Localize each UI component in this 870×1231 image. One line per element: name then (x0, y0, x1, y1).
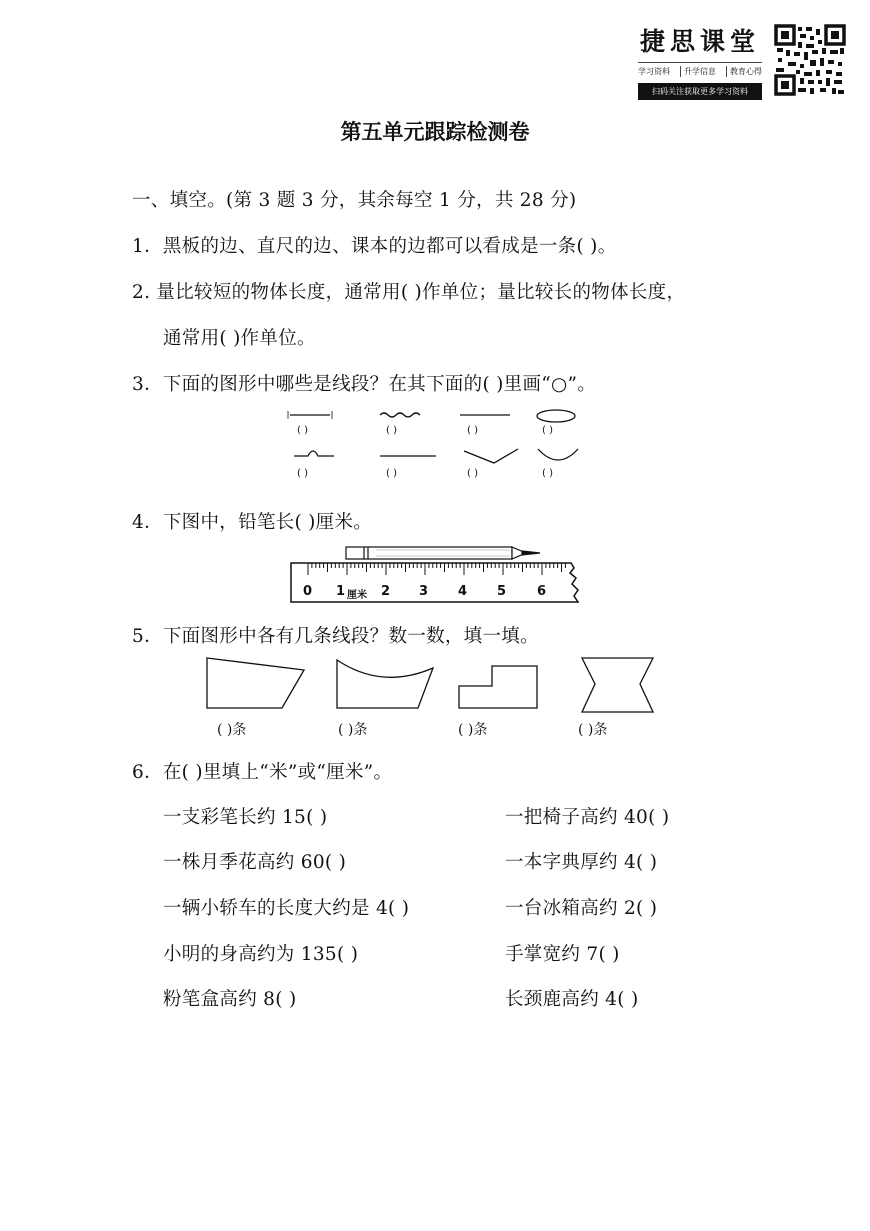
curved-shape (337, 660, 433, 708)
brand-banner: 扫码关注获取更多学习资料 (638, 83, 762, 100)
fill-item: 一株月季花高约 60( ) (163, 852, 347, 873)
ruler-label-6: 6 (537, 584, 547, 599)
ruler-label-4: 4 (458, 584, 468, 599)
ruler-unit: 厘米 (347, 590, 367, 601)
answer-paren[interactable]: ( ) (386, 425, 397, 436)
shape-answer[interactable]: ( )条 (458, 722, 488, 738)
answer-paren[interactable]: ( ) (542, 425, 553, 436)
shape-figures-svg (200, 654, 670, 714)
answer-paren[interactable]: ( ) (297, 468, 308, 479)
brand-tag: 教育心得 (726, 66, 762, 77)
answer-paren[interactable]: ( ) (467, 468, 478, 479)
ruler-label-1: 1 (336, 584, 346, 599)
ruler-label-0: 0 (303, 584, 313, 599)
fill-item: 一支彩笔长约 15( ) (163, 807, 328, 828)
brand-block (638, 22, 762, 100)
brand-tags (638, 62, 762, 77)
shape-answer[interactable]: ( )条 (578, 722, 608, 738)
question-3: 3．下面的图形中哪些是线段？在其下面的( )里画“○”。 (132, 374, 597, 395)
fill-item: 手掌宽约 7( ) (505, 944, 620, 965)
shape-figures (200, 654, 670, 714)
page-title: 第五单元跟踪检测卷 (340, 120, 530, 144)
pencil-ruler-figure (286, 540, 586, 606)
brand-name: 捷思课堂 (639, 27, 760, 56)
step-shape (459, 666, 537, 708)
ruler-icon (291, 563, 578, 602)
line-figures (280, 405, 590, 485)
fill-item: 一台冰箱高约 2( ) (505, 898, 658, 919)
question-4: 4．下图中，铅笔长( )厘米。 (132, 512, 373, 533)
answer-paren[interactable]: ( ) (467, 425, 478, 436)
question-2-line-2: 通常用( )作单位。 (163, 328, 316, 349)
answer-paren[interactable]: ( ) (542, 468, 553, 479)
ruler-label-3: 3 (419, 584, 429, 599)
shape-answer[interactable]: ( )条 (217, 722, 247, 738)
fill-item: 长颈鹿高约 4( ) (505, 989, 639, 1010)
question-2-line-1: 2. 量比较短的物体长度，通常用( )作单位；量比较长的物体长度， (132, 282, 686, 303)
quadrilateral-shape (207, 658, 304, 708)
section-heading: 一、填空。(第 3 题 3 分，其余每空 1 分，共 28 分) (132, 190, 577, 211)
qr-code-icon[interactable] (774, 24, 846, 96)
shape-answer[interactable]: ( )条 (338, 722, 368, 738)
question-6: 6．在( )里填上“米”或“厘米”。 (132, 762, 393, 783)
brand-tag: 学习资料 (638, 67, 670, 76)
fill-item: 一本字典厚约 4( ) (505, 852, 658, 873)
question-5: 5．下面图形中各有几条线段？数一数，填一填。 (132, 626, 539, 647)
fill-item: 一辆小轿车的长度大约是 4( ) (163, 898, 410, 919)
pencil-icon (346, 547, 540, 559)
answer-paren[interactable]: ( ) (297, 425, 308, 436)
answer-paren[interactable]: ( ) (386, 468, 397, 479)
hourglass-shape (582, 658, 653, 712)
brand-tag: 升学信息 (680, 66, 716, 77)
ruler-label-2: 2 (381, 584, 391, 599)
ruler-label-5: 5 (497, 584, 507, 599)
fill-item: 粉笔盒高约 8( ) (163, 989, 297, 1010)
question-1: 1．黑板的边、直尺的边、课本的边都可以看成是一条( )。 (132, 236, 617, 257)
fill-item: 小明的身高约为 135( ) (163, 944, 359, 965)
fill-item: 一把椅子高约 40( ) (505, 807, 670, 828)
